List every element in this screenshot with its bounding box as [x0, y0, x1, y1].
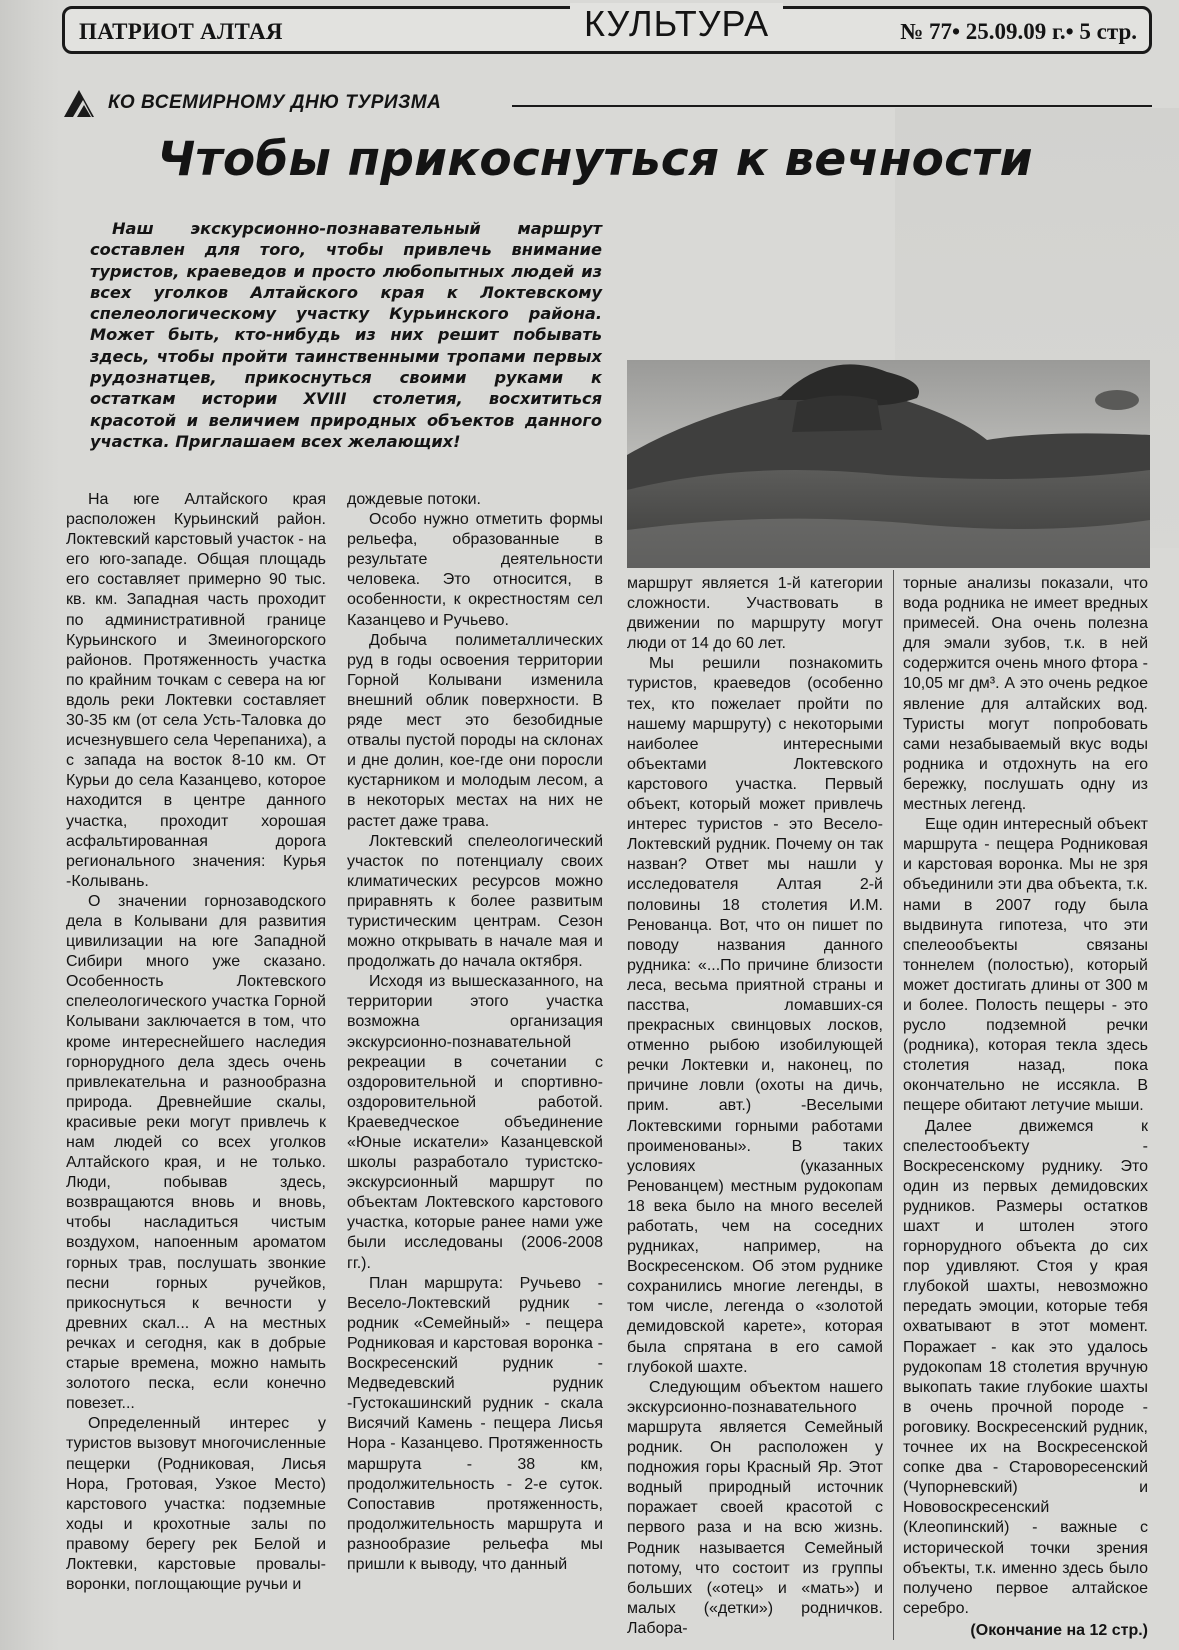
adjacent-page-edge — [0, 0, 60, 1650]
article-column-3 — [627, 574, 883, 1644]
paragraph: торные анализы показали, что вода родника не имеет вредных примесей. Она очень полезна для эмали зубов, т.к. в ней содержится очень много фтора - 10,05 мг дм³. А это очень редкое явление для алтайских вод. Туристы могут попробовать сами незабываемый вкус воды родника и отдохнуть на его бережку, послушать одну из местных легенд. — [903, 575, 1148, 814]
rubric-divider — [512, 105, 1152, 107]
rubric — [62, 88, 1152, 120]
paragraph: Исходя из вышесказанного, на территории этого участка возможна организация экскурсионно-познавательной рекреации в сочетании с оздоровительной и спортивно-оздоровительной работой. Краеведческое объединение «Юные искатели» Казанцевской школы разработало туристско-экскурсионный маршрут по объектам Локтевского карстового участка, которые ранее нами уже были исследованы (2006-2008 гг.). — [347, 973, 603, 1272]
paragraph: Далее движемся к спелестообъекту - Воскресенскому руднику. Это один из первых демидовских рудников. Размеры остатков шахт и штолен этого горнорудного объекта до сих пор удивляют. Стоя у края глубокой шахты, невозможно передать эмоции, которые тебя охватывают в этот момент. Поражает - как это удалось рудокопам 18 столетия вручную выкопать такие глубокие шахты в очень прочной породе - роговику. Воскресенский рудник, точнее их на Воскресенской сопке два - Староворесенский (Чупорневский) и Нововоскресенский (Клеопинский) - важные с исторической точки зрения объекты, т.к. именно здесь было получено первое алтайское серебро. — [903, 1117, 1148, 1617]
paragraph: Следующим объектом нашего экскурсионно-познавательного маршрута является Семейный родник. Он расположен у подножия горы Красный Яр. Этот водный природный источник поражает своей красотой с первого раза и на всю жизнь. Родник называется Семейный потому, что состоит из группы больших («отец» и «мать») и малых («детки») родничков. Лабора- — [627, 1378, 883, 1637]
paragraph: Локтевский спелеологический участок по потенциалу своих климатических ресурсов можно приравнять к более развитым туристическим центрам. Сезон можно открывать в начале мая и продолжать до начала октября. — [347, 832, 603, 971]
article-column-1 — [66, 490, 326, 1640]
rock-landscape-photo — [627, 360, 1150, 568]
paragraph: Еще один интересный объект маршрута - пещера Родниковая и карстовая воронка. Мы не зря объединили эти два объекта, т.к. нами в 2007 году была выдвинута гипотеза, что эти спелеообъекты связаны тоннелем (полостью), который может достигать длины от 300 м и более. Полость пещеры - это русло подземной речки (родника), которая текла здесь столетия назад, пока окончательно не иссякла. В пещере обитают летучие мыши. — [903, 816, 1148, 1115]
paragraph: дождевые потоки. — [347, 491, 481, 508]
issue-info: № 77• 25.09.09 г.• 5 стр. — [900, 19, 1137, 44]
column-divider — [893, 570, 894, 1640]
article-column-4 — [903, 574, 1148, 1644]
rubric-label: КО ВСЕМИРНОМУ ДНЮ ТУРИЗМА — [108, 92, 442, 113]
section-name: КУЛЬТУРА — [570, 3, 783, 45]
page-header — [62, 3, 1152, 54]
paragraph: На юге Алтайского края расположен Курьинский район. Локтевский карстовый участок - на его юго-западе. Общая площадь его составляет примерно 90 тыс. кв. км. Западная часть проходит по административной границе Курьинского и Змеиногорского районов. Протяженность участка по крайним точкам с севера на юг вдоль реки Локтевки составляет 30-35 км (от села Усть-Таловка до исчезнувшего села Черепаниха), а с запада на восток 8-10 км. От Курьи до села Казанцево, которое находится в центре данного участка, проходит хорошая асфальтированная дорога регионального значения: Курья -Колывань. — [66, 491, 326, 890]
paragraph: маршрут является 1-й категории сложности. Участвовать в движении по маршруту могут люди от 14 до 60 лет. — [627, 575, 883, 653]
newspaper-name: ПАТРИОТ АЛТАЯ — [79, 19, 283, 44]
paragraph: План маршрута: Ручьево - Весело-Локтевский рудник - родник «Семейный» - пещера Родниковая и карстовая воронка - Воскресенский рудник - Медведевский рудник -Густокашинский рудник - скала Висячий Камень - пещера Лисья Нора - Казанцево. Протяженность маршрута - 38 км, продолжительность - 2-е суток. Сопоставив протяженность, продолжительность маршрута и разнообразие рельефа мы пришли к выводу, что данный — [347, 1274, 603, 1573]
mountain-icon — [62, 88, 96, 118]
paragraph: Определенный интерес у туристов вызовут многочисленные пещерки (Родниковая, Лисья Нора, Гротовая, Узкое Место) карстового участка: подземные ходы и крохотные залы по правому берегу рек Белой и Локтевки, карстовые провалы-воронки, поглощающие ручьи и — [66, 1415, 326, 1594]
article-photo — [627, 360, 1150, 568]
article-column-2 — [347, 490, 603, 1640]
continuation-note: (Окончание на 12 стр.) — [970, 1621, 1148, 1639]
paragraph: Особо нужно отметить формы рельефа, образованные в результате деятельности человека. Это относится, в особенности, к окрестностям сел Казанцево и Ручьево. — [347, 511, 603, 629]
article-lead: Наш экскурсионно-познавательный маршрут составлен для того, чтобы привлечь внимание туристов, краеведов и просто любопытных людей из всех уголков Алтайского края к Локтевскому спелеологическому участку Курьинского района. Может быть, кто-нибудь из них решит побывать здесь, чтобы пройти таинственными тропами первых рудознатцев, прикоснуться своими руками к остаткам истории XVIII столетия, восхититься красотой и величием природных объектов данного участка. Приглашаем всех желающих! — [90, 219, 602, 451]
paragraph: Добыча полиметаллических руд в годы освоения территории Горной Колывани изменила внешний облик поверхности. В ряде мест это безобидные отвалы пустой породы на склонах и дне долин, кое-где они поросли кустарником и молодым лесом, а в некоторых местах на них не растет даже трава. — [347, 631, 603, 830]
paragraph: Мы решили познакомить туристов, краеведов (особенно тех, кто пожелает пройти по нашему маршруту) с некоторыми наиболее интересными объектами Локтевского карстового участка. Первый объект, который может привлечь интерес туристов - это Весело-Локтевский рудник. Почему он так назван? Ответ мы нашли у исследователя Алтая 2-й половины 18 столетия И.М. Ренованца. Вот, что он пишет по поводу названия данного рудника: «...По причине близости леса, весьма приятной страны и пасства, ломавших-ся прекрасных свинцовых лосков, отменно рыбою изобилующей речки Локтевки и, наконец, по причине ловли (охоты на дичь, прим. авт.) -Веселыми Локтевскими горными работами проименованы». В таких условиях (указанных Ренованцем) местным рудокопам 18 века было на много веселей работать, чем на соседних рудниках, например, на Воскресенском. Об этом руднике сохранились многие легенды, в том числе, легенда о «золотой демидовской карете», которая была спрятана в его самой глубокой шахте. — [627, 655, 883, 1376]
article-title: Чтобы прикоснуться к вечности — [157, 132, 1033, 187]
paragraph: О значении горнозаводского дела в Колывани для развития цивилизации на юге Западной Сибири много уже сказано. Особенность Локтевского спелеологического участка Горной Колывани заключается в том, что кроме интереснейшего наследия горнорудного дела здесь очень привлекательна и разнообразна природа. Древнейшие скалы, красивые реки могут привлечь к нам людей со всех уголков Алтайского края, и не только. Люди, побывав здесь, возвращаются вновь и вновь, чтобы насладиться чистым воздухом, напоенным ароматом горных трав, послушать звонкие песни горных ручейков, прикоснуться к вечности у древних скал... А на местных речках и сегодня, как в добрые старые времена, можно намыть золотого песка, если конечно повезет... — [66, 892, 326, 1413]
